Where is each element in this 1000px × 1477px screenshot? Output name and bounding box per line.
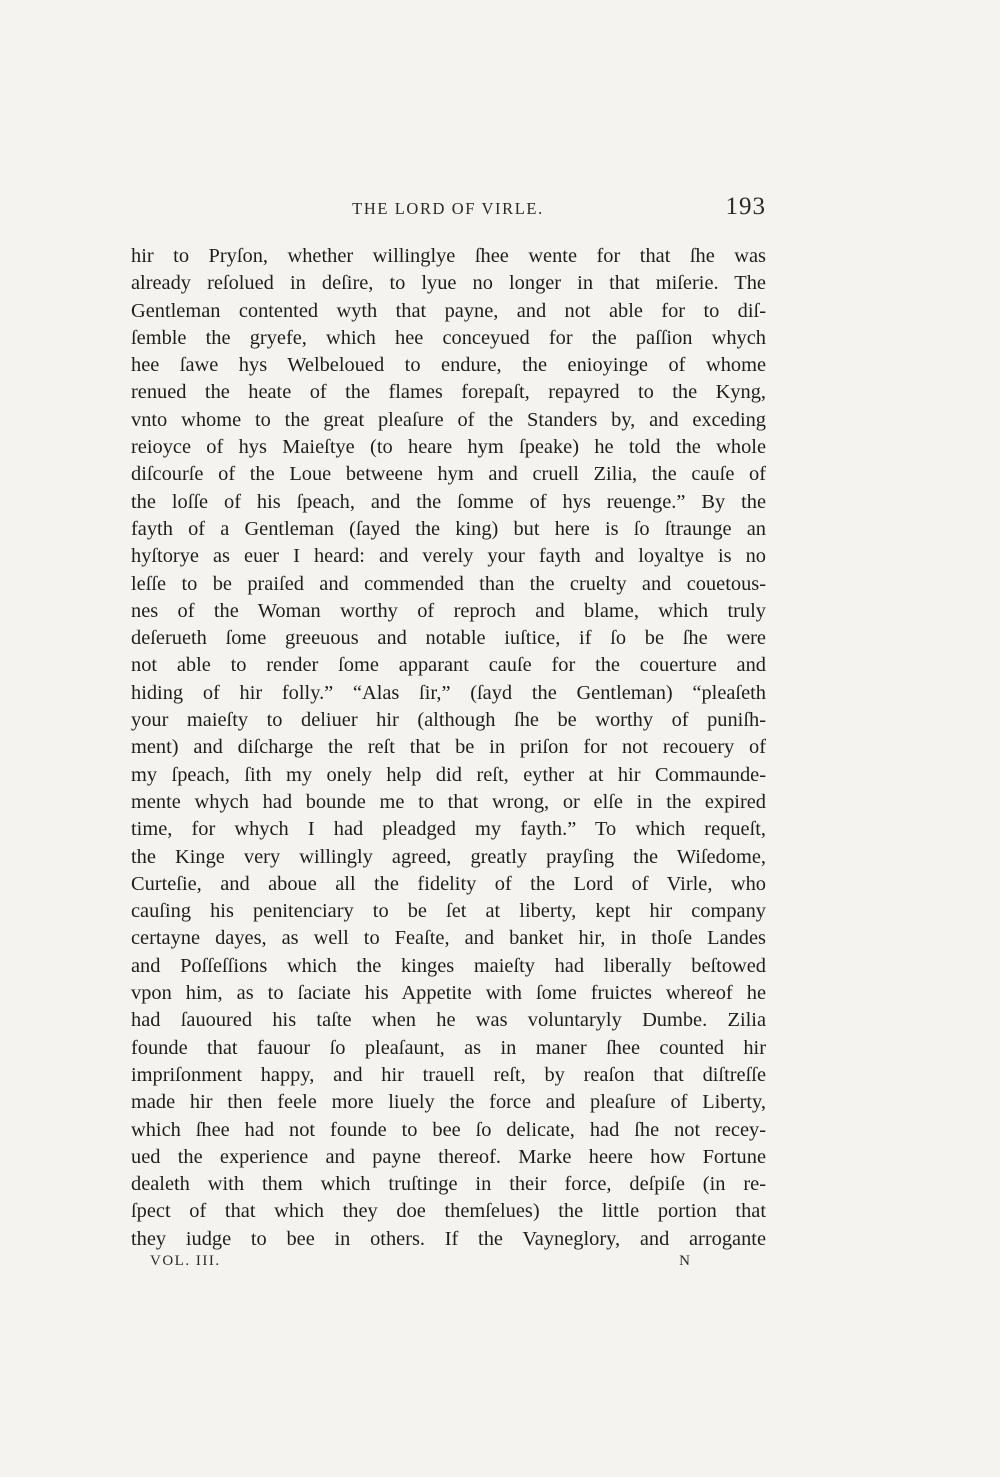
text-line: ſpect of that which they doe themſelues) the little portion that: [131, 1200, 766, 1223]
text-line: they iudge to bee in others. If the Vayneglory, and arrogante: [131, 1227, 766, 1250]
text-line: hir to Pryſon, whether willinglye ſhee wente for that ſhe was: [131, 245, 766, 267]
text-line: my ſpeach, ſith my onely help did reſt, eyther at hir Commaunde-: [131, 763, 766, 786]
text-line: mente whych had bounde me to that wrong, or elſe in the expired: [131, 790, 766, 813]
text-line: your maieſty to deliuer hir (although ſhe be worthy of puniſh-: [131, 709, 766, 732]
text-line: hiding of hir folly.” “Alas ſir,” (ſayd the Gentleman) “pleaſeth: [131, 681, 766, 704]
body-text: [131, 243, 766, 1253]
text-line: ment) and diſcharge the reſt that be in priſon for not recouery of: [131, 736, 766, 759]
text-line: vnto whome to the great pleaſure of the Standers by, and exceding: [131, 408, 766, 431]
text-line: leſſe to be praiſed and commended than the cruelty and couetous-: [131, 572, 766, 595]
text-line: dealeth with them which truſtinge in their force, deſpiſe (in re-: [131, 1173, 766, 1196]
signature-mark: N: [679, 1253, 690, 1269]
text-line: deſerueth ſome greeuous and notable iuſtice, if ſo be ſhe were: [131, 627, 766, 650]
text-line: reioyce of hys Maieſtye (to heare hym ſpeake) he told the whole: [131, 436, 766, 459]
running-title: THE LORD OF VIRLE.: [352, 199, 544, 218]
text-line: impriſonment happy, and hir trauell reſt, by reaſon that diſtreſſe: [131, 1063, 766, 1086]
text-line: vpon him, as to ſaciate his Appetite with ſome fruictes whereof he: [131, 982, 766, 1005]
page-footer: [150, 1253, 690, 1277]
text-line: ued the experience and payne thereof. Marke heere how Fortune: [131, 1145, 766, 1168]
text-line: renued the heate of the flames forepaſt, repayred to the Kyng,: [131, 381, 766, 404]
text-line: diſcourſe of the Loue betweene hym and cruell Zilia, the cauſe of: [131, 463, 766, 486]
text-line: nes of the Woman worthy of reproch and blame, which truly: [131, 599, 766, 622]
text-line: ſemble the gryefe, which hee conceyued for the paſſion whych: [131, 326, 766, 349]
text-line: cauſing his penitenciary to be ſet at liberty, kept hir company: [131, 900, 766, 923]
text-line: already reſolued in deſire, to lyue no longer in that miſerie. The: [131, 272, 766, 295]
text-line: hee ſawe hys Welbeloued to endure, the enioyinge of whome: [131, 354, 766, 377]
text-line: Curteſie, and aboue all the fidelity of the Lord of Virle, who: [131, 872, 766, 895]
text-line: hyſtorye as euer I heard: and verely your fayth and loyaltye is no: [131, 545, 766, 568]
text-line: the Kinge very willingly agreed, greatly prayſing the Wiſedome,: [131, 845, 766, 868]
text-line: made hir then feele more liuely the force and pleaſure of Liberty,: [131, 1091, 766, 1114]
text-line: which ſhee had not founde to bee ſo delicate, had ſhe not recey-: [131, 1118, 766, 1141]
text-line: certayne dayes, as well to Feaſte, and banket hir, in thoſe Landes: [131, 927, 766, 950]
text-line: not able to render ſome apparant cauſe for the couerture and: [131, 654, 766, 677]
running-head: [130, 193, 766, 227]
text-line: founde that fauour ſo pleaſaunt, as in maner ſhee counted hir: [131, 1036, 766, 1059]
text-line: and Poſſeſſions which the kinges maieſty had liberally beſtowed: [131, 954, 766, 977]
page-number: 193: [725, 193, 766, 220]
volume-label: VOL. III.: [150, 1253, 221, 1269]
text-line: the loſſe of his ſpeach, and the ſomme of hys reuenge.” By the: [131, 490, 766, 513]
text-line: fayth of a Gentleman (ſayed the king) but here is ſo ſtraunge an: [131, 517, 766, 540]
text-line: Gentleman contented wyth that payne, and not able for to diſ-: [131, 299, 766, 322]
text-line: time, for whych I had pleadged my fayth.” To which requeſt,: [131, 818, 766, 841]
text-line: had ſauoured his taſte when he was voluntaryly Dumbe. Zilia: [131, 1009, 766, 1032]
